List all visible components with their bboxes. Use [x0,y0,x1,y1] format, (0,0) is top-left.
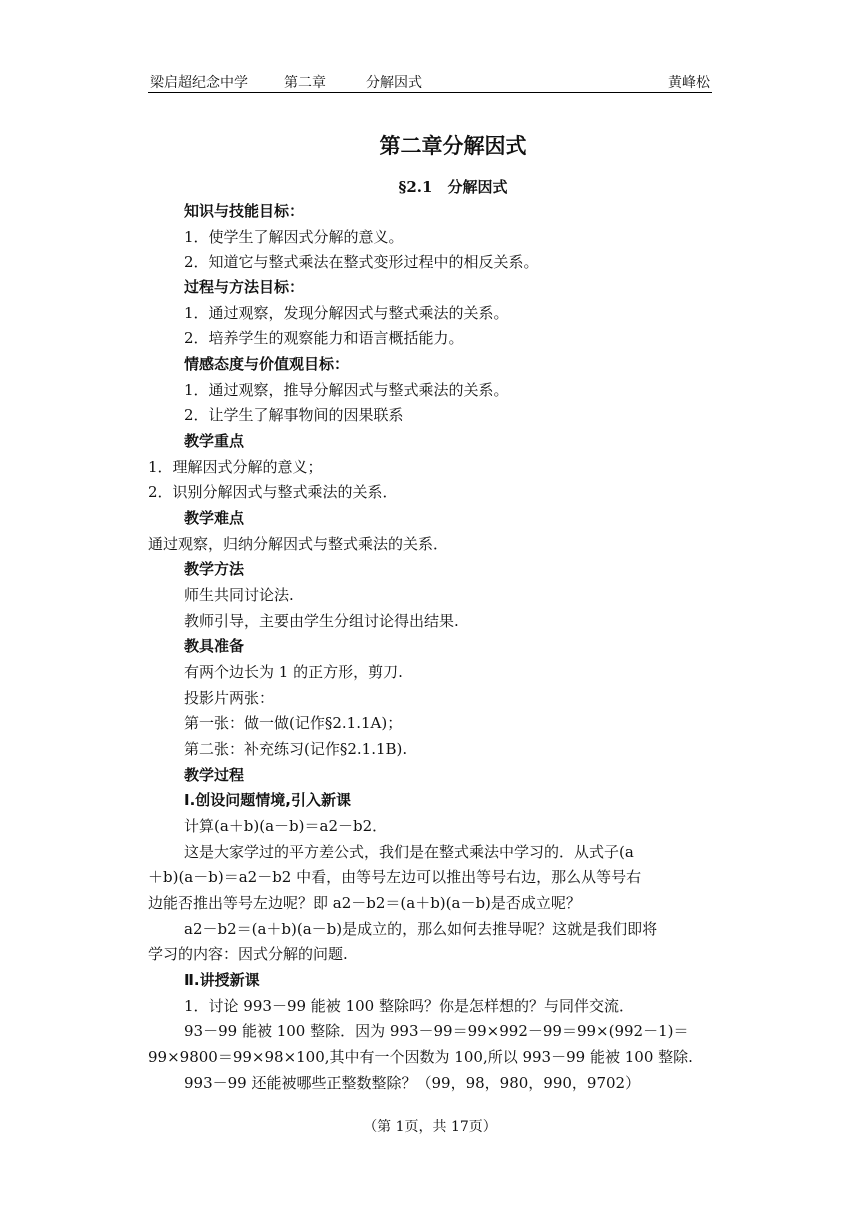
header-chapter: 第二章 [284,75,326,91]
text-line: 师生共同讨论法. [184,586,294,604]
text-line: 第一张：做一做(记作§2.1.1A)； [184,714,403,732]
text-line: 1．理解因式分解的意义； [148,458,323,476]
text-line: 2．让学生了解事物间的因果联系 [184,406,404,424]
text-line: ＋b)(a－b)＝a2－b2 中看，由等号左边可以推出等号右边，那么从等号右 [148,868,642,886]
heading-key-points: 教学重点 [184,432,245,450]
section-title: §2.1 分解因式 [398,178,508,196]
text-line: 1．使学生了解因式分解的意义。 [184,228,404,246]
text-line: 有两个边长为 1 的正方形，剪刀. [184,663,403,681]
header-topic: 分解因式 [366,75,422,91]
text-line: 投影片两张： [184,689,275,707]
page-footer: （第 1页，共 17页） [363,1119,497,1135]
heading-process: 教学过程 [184,766,245,784]
text-line: 993－99 还能被哪些正整数整除？（99，98，980，990，9702） [184,1074,641,1092]
heading-emotion-goals: 情感态度与价值观目标： [184,355,350,373]
text-line: 99×9800＝99×98×100,其中有一个因数为 100,所以 993－99 能被 100 整除. [148,1048,693,1066]
text-line: a2－b2＝(a＋b)(a－b)是成立的，那么如何去推导呢？这就是我们即将 [184,920,658,938]
text-line: 2．识别分解因式与整式乘法的关系． [148,483,398,501]
heading-difficulties: 教学难点 [184,509,245,527]
page-title: 第二章分解因式 [379,134,527,158]
text-line: 2．知道它与整式乘法在整式变形过程中的相反关系。 [184,253,539,271]
text-line: 这是大家学过的平方差公式，我们是在整式乘法中学习的．从式子(a [184,843,634,861]
text-line: 学习的内容：因式分解的问题. [148,945,348,963]
page-header [148,70,712,93]
header-author: 黄峰松 [668,75,710,91]
text-line: 1．通过观察，发现分解因式与整式乘法的关系。 [184,304,509,322]
text-line: 教师引导，主要由学生分组讨论得出结果. [184,612,459,630]
text-line: 2．培养学生的观察能力和语言概括能力。 [184,329,464,347]
text-line: 1．讨论 993－99 能被 100 整除吗？你是怎样想的？与同伴交流． [184,997,634,1015]
heading-part-one: Ⅰ.创设问题情境,引入新课 [184,791,351,809]
text-line: 计算(a＋b)(a－b)＝a2－b2． [184,817,388,835]
text-line: 93－99 能被 100 整除．因为 993－99＝99×992－99＝99×(992－1)＝ [184,1022,689,1040]
heading-knowledge-goals: 知识与技能目标： [184,202,305,220]
text-line: 通过观察，归纳分解因式与整式乘法的关系． [148,535,449,553]
heading-methods: 教学方法 [184,560,245,578]
text-line: 边能否推出等号左边呢？即 a2－b2＝(a＋b)(a－b)是否成立呢？ [148,894,581,912]
heading-part-two: Ⅱ.讲授新课 [184,971,260,989]
header-school: 梁启超纪念中学 [150,75,248,91]
text-line: 1．通过观察，推导分解因式与整式乘法的关系。 [184,381,509,399]
heading-process-goals: 过程与方法目标： [184,278,305,296]
heading-materials: 教具准备 [184,637,245,655]
text-line: 第二张：补充练习(记作§2.1.1B). [184,740,408,758]
